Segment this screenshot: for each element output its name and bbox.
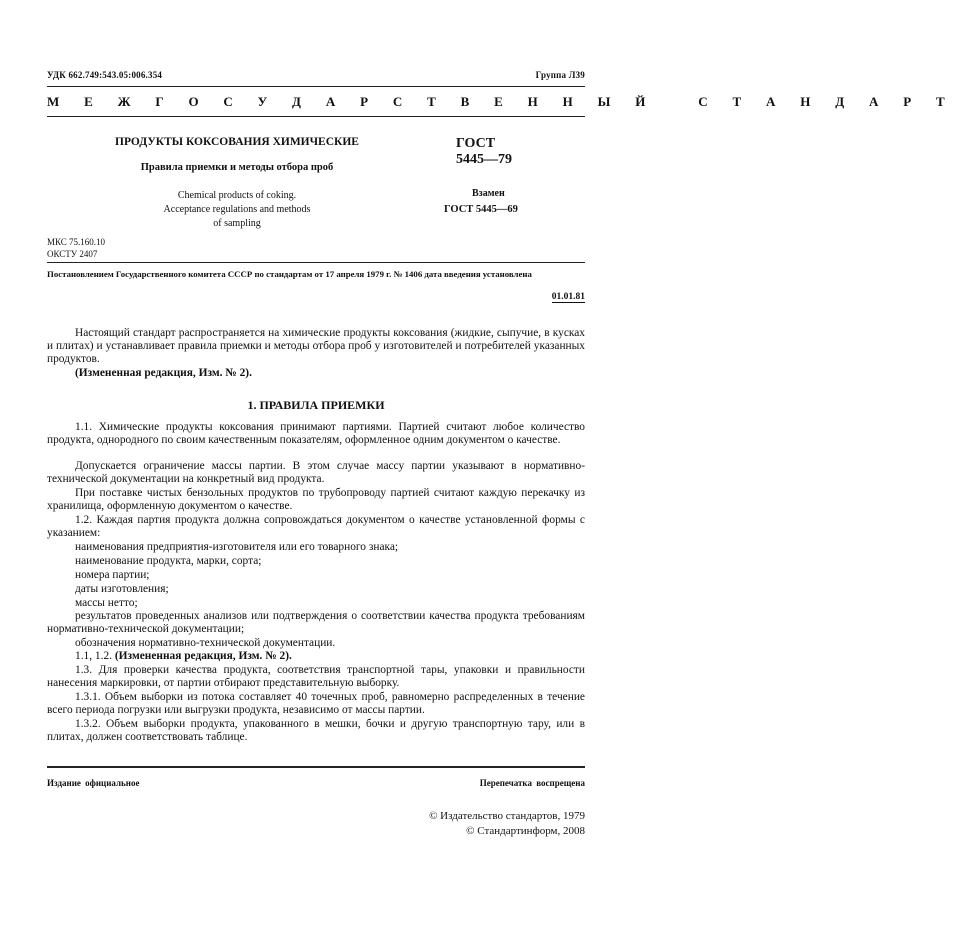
footer-rule xyxy=(47,766,585,768)
gost-label: ГОСТ xyxy=(456,136,496,151)
clause-1-1-paragraph-2: Допускается ограничение массы партии. В этом случае массу партии указывают в нормативно-технической документации на конкретный вид продукта. xyxy=(47,460,585,486)
list-item: результатов проведенных анализов или подтверждения о соответствии качества продукта требованиям нормативно-технической документации; xyxy=(47,610,585,636)
document-subtitle: Правила приемки и методы отбора проб xyxy=(140,162,334,173)
group-code: Группа Л39 xyxy=(535,70,585,80)
list-item: обозначения нормативно-технической документации. xyxy=(75,637,336,649)
replaced-gost: ГОСТ 5445—69 xyxy=(444,204,518,215)
clause-1-3: 1.3. Для проверки качества продукта, соответствия транспортной тары, упаковки и правильности нанесения маркировки, от партии отбирают представительную выборку. xyxy=(47,664,585,690)
udc-code: УДК 662.749:543.05:006.354 xyxy=(47,70,163,80)
list-item: даты изготовления; xyxy=(75,583,169,595)
list-item: массы нетто; xyxy=(75,597,138,609)
amendment-note: (Измененная редакция, Изм. № 2). xyxy=(114,650,292,662)
official-edition: Издание официальное xyxy=(47,778,140,788)
interstate-standard-banner: М Е Ж Г О С У Д А Р С Т В Е Н Н Ы Й С Т А Н Д А Р Т xyxy=(47,94,956,109)
okstu-code: ОКСТУ 2407 xyxy=(47,249,98,259)
intro-paragraph: Настоящий стандарт распространяется на химические продукты коксования (жидкие, сыпучие, в кусках и плитах) и устанавливает правила приемки и методы отбора проб у изготовителей и потребителей указанных продуктов. xyxy=(47,327,585,366)
banner-rule xyxy=(47,116,585,117)
clause-1-3-2: 1.3.2. Объем выборки продукта, упакованного в мешки, бочки и другую транспортную тару, или в плитах, должен соответствовать таблице. xyxy=(47,718,585,744)
english-title-line-1: Chemical products of coking. xyxy=(177,190,297,201)
list-item: номера партии; xyxy=(75,569,150,581)
clause-1-1-paragraph-3: При поставке чистых бензольных продуктов по трубопроводу партией считают каждую перекачку из хранилища, оформленную документом о качестве. xyxy=(47,487,585,513)
list-item: наименования предприятия-изготовителя или его товарного знака; xyxy=(75,541,399,553)
decree-text: Постановлением Государственного комитета СССР по стандартам от 17 апреля 1979 г. № 1406 дата введения установлена xyxy=(47,269,532,279)
clauses-amendment xyxy=(47,650,585,663)
intro-amendment: (Измененная редакция, Изм. № 2). xyxy=(75,367,252,379)
reprint-notice: Перепечатка воспрещена xyxy=(479,778,585,788)
clause-1-2: 1.2. Каждая партия продукта должна сопровождаться документом о качестве установленной формы с указанием: xyxy=(47,514,585,540)
clause-1-1: 1.1. Химические продукты коксования принимают партиями. Партией считают любое количество продукта, однородного по своим качественным показателям, оформленное одним документом о качестве. xyxy=(47,421,585,447)
english-title-line-3: of sampling xyxy=(213,218,261,229)
replaces-label: Взамен xyxy=(472,188,505,199)
copyright-2008: © Стандартинформ, 2008 xyxy=(466,825,585,837)
section-heading: 1. ПРАВИЛА ПРИЕМКИ xyxy=(247,398,385,412)
english-title-line-2: Acceptance regulations and methods xyxy=(163,204,311,215)
english-title xyxy=(47,189,427,231)
header-rule xyxy=(47,86,585,87)
gost-number: 5445—79 xyxy=(456,152,512,167)
copyright-1979: © Издательство стандартов, 1979 xyxy=(429,810,585,822)
clause-1-3-1: 1.3.1. Объем выборки из потока составляет 40 точечных проб, равномерно распределенных в течение всего периода погрузки или выгрузки продукта, независимо от массы партии. xyxy=(47,691,585,717)
mks-code: МКС 75.160.10 xyxy=(47,237,106,247)
introduction-date: 01.01.81 xyxy=(551,292,585,302)
title-rule xyxy=(47,262,585,263)
document-title: ПРОДУКТЫ КОКСОВАНИЯ ХИМИЧЕСКИЕ xyxy=(115,136,359,148)
list-item: наименование продукта, марки, сорта; xyxy=(75,555,262,567)
amendment-clause-refs: 1.1, 1.2. xyxy=(75,650,113,662)
